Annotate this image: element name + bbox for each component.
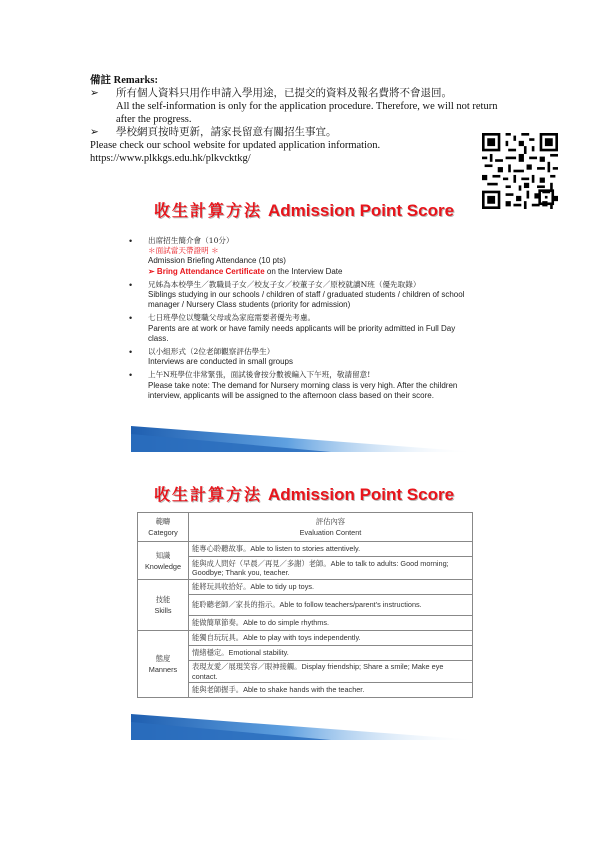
- header-en: Evaluation Content: [299, 528, 362, 537]
- slide-1-title: [131, 198, 477, 221]
- table-row: [138, 683, 473, 698]
- remark-1-cn: 所有個人資料只用作申請入學用途，已提交的資料及報名費將不會退回。: [116, 87, 452, 99]
- remarks-heading: [90, 74, 510, 87]
- content-cell: 能獨自玩玩具。Able to play with toys independently.: [189, 631, 473, 646]
- item-en: Siblings studying in our schools / children of staff / graduated students / children of school manager / Nursery Class students (priority for admission): [148, 290, 465, 310]
- category-cn: 態度: [155, 654, 171, 663]
- item-en: Parents are at work or have family needs applicants will be priority admitted in Full Day class.: [148, 323, 456, 343]
- header-cn: 範疇: [155, 517, 171, 526]
- content-cell: 能聆聽老師／家長的指示。Able to follow teachers/parent's instructions.: [189, 595, 473, 616]
- content-cell: 情緒穩定。Emotional stability.: [189, 646, 473, 661]
- remark-website-note: Please check our school website for updated application information.: [90, 140, 381, 151]
- remark-item-2: [90, 126, 510, 139]
- slide-1-title-cn: 收生計算方法: [153, 201, 262, 220]
- item-highlight: ➢ Bring Attendance Certificate: [148, 266, 265, 276]
- header-en: Category: [148, 528, 178, 537]
- header-cn: 評估內容: [315, 517, 346, 526]
- category-en: Manners: [148, 665, 178, 674]
- content-cell: 能將玩具收拾好。Able to tidy up toys.: [189, 580, 473, 595]
- list-item: [131, 347, 477, 367]
- table-header-row: [138, 513, 473, 542]
- content-cell: 能做簡單節奏。Able to do simple rhythms.: [189, 616, 473, 631]
- remark-2-cn: 學校網頁按時更新，請家長留意有關招生事宜。: [116, 126, 337, 138]
- arrow-bullet-icon: ➢: [90, 127, 99, 138]
- content-cell: 能與成人問好（早晨／再見／多謝）老師。Able to talk to adults: Good morning; Goodbye; Thank you, teacher.: [189, 557, 473, 580]
- content-header: [189, 513, 473, 542]
- criteria-list: [131, 236, 477, 404]
- category-cell: [138, 631, 189, 698]
- content-cell: 能專心聆聽故事。Able to listen to stories attentively.: [189, 542, 473, 557]
- item-cn: 以小組形式（2位老師觀察評估學生）: [148, 347, 275, 357]
- slide-2-title-cn: 收生計算方法: [153, 485, 262, 504]
- table-row: [138, 580, 473, 595]
- slide-2-title-en: Admission Point Score: [267, 485, 455, 504]
- item-highlight-tail: on the Interview Date: [264, 266, 343, 276]
- arrow-bullet-icon: ➢: [90, 88, 99, 99]
- item-cn: 出席招生簡介會（10分）: [148, 236, 234, 245]
- list-item: [131, 313, 477, 344]
- slide-2-title: [131, 482, 477, 505]
- category-header: [138, 513, 189, 542]
- content-cell: 表現友愛／展現笑容／眼神接觸。Display friendship; Share a smile; Make eye contact.: [189, 661, 473, 683]
- admission-score-slide-2: [131, 478, 477, 740]
- decorative-blue-wedge: [131, 414, 477, 452]
- table-row: [138, 557, 473, 580]
- category-en: Knowledge: [144, 561, 182, 571]
- table-row: [138, 661, 473, 683]
- item-cn: 上午N班學位非常緊張，面試後會按分數被編入下午班，敬請留意!: [148, 370, 371, 380]
- item-cn: 兄姊為本校學生／教職員子女／校友子女／校董子女／原校就讀N班（優先取錄）: [148, 279, 421, 289]
- category-cn: 知識: [155, 550, 171, 560]
- decorative-blue-wedge: [131, 702, 477, 740]
- content-cell: 能與老師握手。Able to shake hands with the teacher.: [189, 683, 473, 698]
- category-cell: [138, 542, 189, 580]
- evaluation-table: [137, 512, 473, 698]
- item-en: Admission Briefing Attendance (10 pts): [148, 256, 286, 266]
- item-en: Interviews are conducted in small groups: [148, 357, 293, 367]
- item-cn: 七日班學位以雙職父母或為家庭需要者優先考慮。: [148, 313, 316, 323]
- table-row: [138, 646, 473, 661]
- remarks-heading-en: Remarks:: [113, 75, 158, 86]
- qr-code-icon[interactable]: [482, 133, 558, 209]
- remarks-heading-cn: 備註: [90, 74, 111, 86]
- category-cn: 技能: [155, 595, 171, 604]
- list-item: [131, 236, 477, 277]
- item-en: Please take note: The demand for Nursery morning class is very high. After the children interview, applicants will be assigned to the afternoon class based on their score.: [148, 380, 458, 400]
- category-en: Skills: [154, 606, 172, 615]
- table-row: [138, 631, 473, 646]
- admission-score-slide-1: [131, 192, 477, 452]
- table-row: [138, 616, 473, 631]
- item-note: ＊面試當天帶證明 ＊: [148, 246, 219, 256]
- table-row: [138, 542, 473, 557]
- list-item: [131, 370, 477, 401]
- remark-1-en: All the self-information is only for the application procedure. Therefore, we will not return after the progress.: [116, 101, 498, 125]
- slide-1-title-en: Admission Point Score: [267, 201, 455, 220]
- remark-item-1: [90, 87, 510, 126]
- table-row: [138, 595, 473, 616]
- remarks-section: [90, 74, 510, 165]
- list-item: [131, 280, 477, 311]
- school-website-link[interactable]: https://www.plkkgs.edu.hk/plkvcktkg/: [90, 153, 251, 164]
- category-cell: [138, 580, 189, 631]
